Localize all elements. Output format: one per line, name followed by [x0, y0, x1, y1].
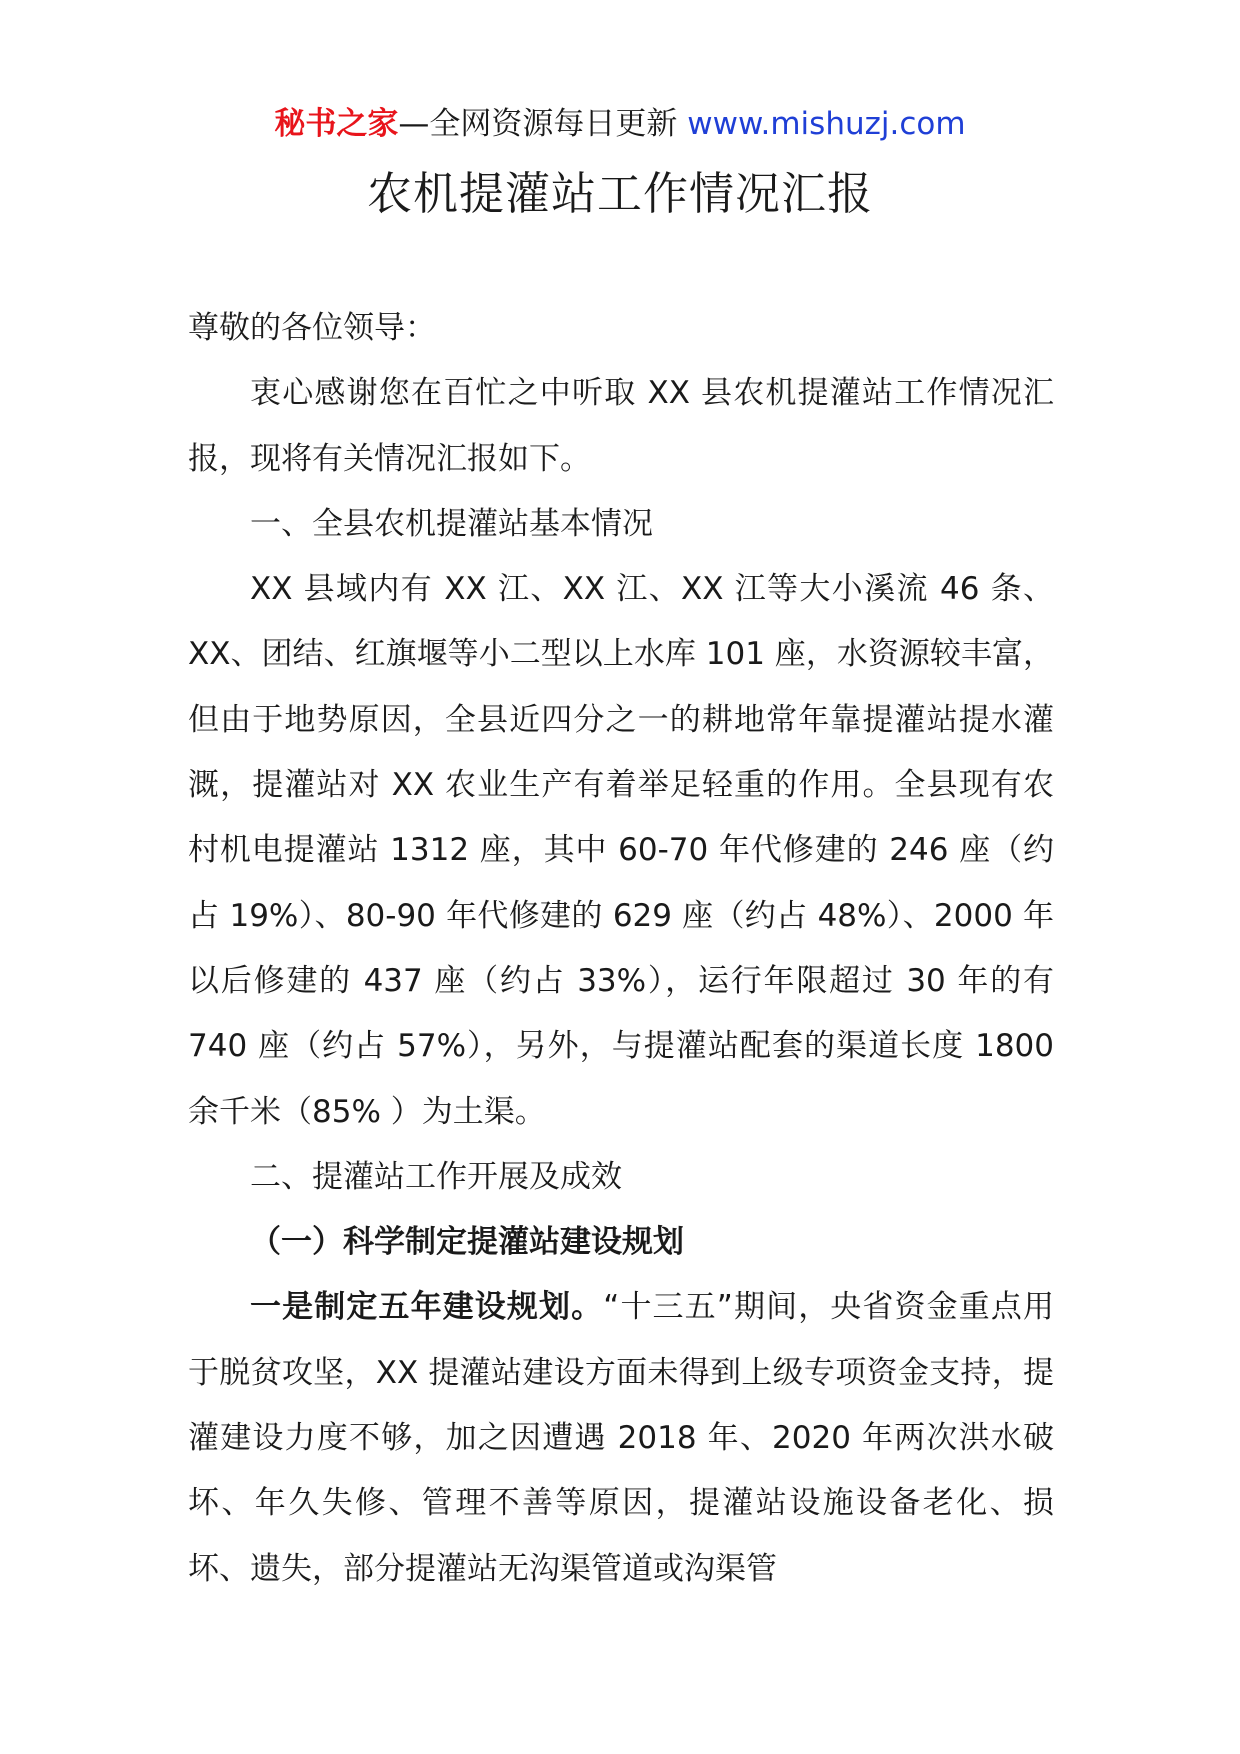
document-body — [188, 296, 1054, 1602]
section-2-heading: 二、提灌站工作开展及成效 — [250, 1158, 622, 1195]
point-1-lead: 一是制定五年建设规划。 — [250, 1289, 604, 1326]
section-1-heading: 一、全县农机提灌站基本情况 — [250, 505, 653, 542]
subsection-1-heading: （一）科学制定提灌站建设规划 — [250, 1224, 684, 1261]
banner-brand: 秘书之家 — [274, 106, 399, 142]
salutation: 尊敬的各位领导： — [188, 310, 436, 346]
point-1-text: “十三五”期间，央省资金重点用于脱贫攻坚，XX 提灌站建设方面未得到上级专项资金支持，提灌建设力度不够，加之因遭遇 2018 年、2020 年两次洪水破坏、年久失修、管理不善等原因，提灌站设施设备老化、损坏、遗失，部分提灌站无沟渠管道或沟渠管 — [188, 1289, 1054, 1587]
document-title: 农机提灌站工作情况汇报 — [366, 167, 873, 220]
banner-url[interactable]: www.mishuzj.com — [687, 106, 966, 142]
site-banner — [0, 104, 1240, 144]
banner-slogan: —全网资源每日更新 — [398, 106, 688, 142]
point-1-paragraph — [188, 1275, 1054, 1601]
section-1-paragraph: XX 县域内有 XX 江、XX 江、XX 江等大小溪流 46 条、XX、团结、红旗堰等小二型以上水库 101 座，水资源较丰富，但由于地势原因，全县近四分之一的耕地常年靠提灌站提水灌溉，提灌站对 XX 农业生产有着举足轻重的作用。全县现有农村机电提灌站 1312 座，其中 60-70 年代修建的 246 座（约占 19%）、80-90 年代修建的 629 座（约占 48%）、2000 年以后修建的 437 座（约占 33%），运行年限超过 30 年的有 740 座（约占 57%），另外，与提灌站配套的渠道长度 1800 余千米（85% ）为土渠。 — [188, 571, 1054, 1130]
intro-paragraph: 衷心感谢您在百忙之中听取 XX 县农机提灌站工作情况汇报，现将有关情况汇报如下。 — [188, 375, 1054, 477]
